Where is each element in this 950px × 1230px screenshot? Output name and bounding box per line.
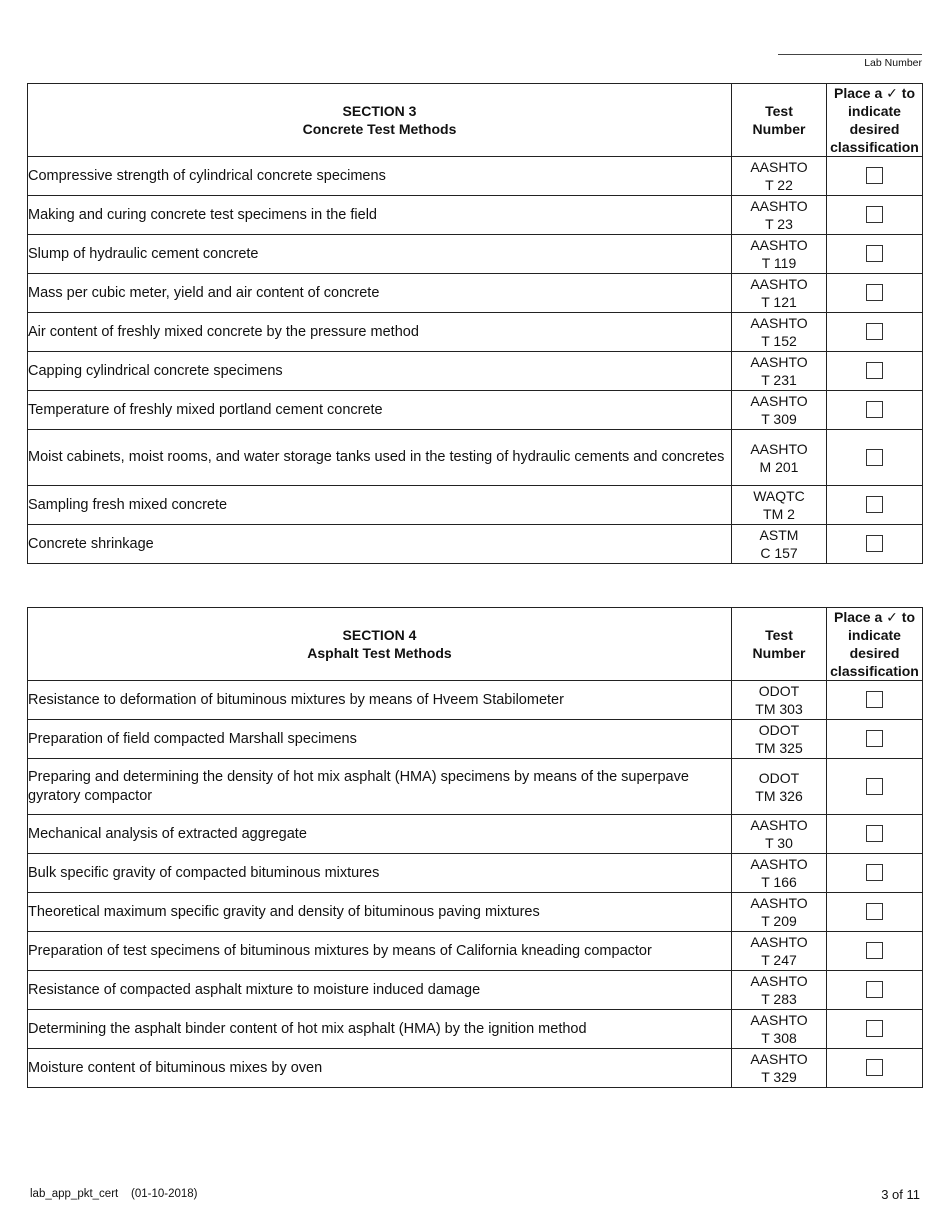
classification-cell xyxy=(827,525,923,564)
test-description: Preparation of field compacted Marshall specimens xyxy=(28,720,732,759)
test-org: ODOT xyxy=(758,722,800,738)
classification-cell xyxy=(827,486,923,525)
test-code: T 119 xyxy=(761,255,797,271)
test-code: C 157 xyxy=(760,545,798,561)
classification-cell xyxy=(827,1010,923,1049)
test-number xyxy=(732,430,827,486)
test-number xyxy=(732,932,827,971)
test-description: Making and curing concrete test specimens in the field xyxy=(28,196,732,235)
test-number xyxy=(732,681,827,720)
section4-place-pre: Place a xyxy=(834,609,883,625)
classification-cell xyxy=(827,352,923,391)
classification-checkbox[interactable] xyxy=(866,496,883,513)
section3-place-pre: Place a xyxy=(834,85,883,101)
test-code: T 166 xyxy=(761,874,797,890)
classification-checkbox[interactable] xyxy=(866,864,883,881)
test-number xyxy=(732,313,827,352)
classification-checkbox[interactable] xyxy=(866,167,883,184)
test-code: TM 2 xyxy=(763,506,795,522)
test-code: T 209 xyxy=(761,913,797,929)
classification-cell xyxy=(827,720,923,759)
test-description: Moist cabinets, moist rooms, and water storage tanks used in the testing of hydraulic cements and concretes xyxy=(28,430,732,486)
test-org: AASHTO xyxy=(750,237,808,253)
test-org: ODOT xyxy=(758,769,800,786)
test-org: AASHTO xyxy=(750,856,808,872)
test-code: T 308 xyxy=(761,1030,797,1046)
section3-title: SECTION 3 xyxy=(342,103,417,119)
test-description: Temperature of freshly mixed portland cement concrete xyxy=(28,391,732,430)
classification-cell xyxy=(827,893,923,932)
test-org: AASHTO xyxy=(750,393,808,409)
test-org: AASHTO xyxy=(750,440,808,457)
table-row xyxy=(28,352,923,391)
section4-col-number: Number xyxy=(752,645,806,661)
classification-checkbox[interactable] xyxy=(866,284,883,301)
test-description: Concrete shrinkage xyxy=(28,525,732,564)
test-code: T 309 xyxy=(761,411,797,427)
test-code: M 201 xyxy=(759,458,799,475)
test-code: T 247 xyxy=(761,952,797,968)
table-row xyxy=(28,971,923,1010)
test-number xyxy=(732,352,827,391)
classification-cell xyxy=(827,196,923,235)
classification-checkbox[interactable] xyxy=(866,981,883,998)
test-org: WAQTC xyxy=(753,488,805,504)
section4-classification-header xyxy=(827,608,923,681)
test-org: AASHTO xyxy=(750,817,808,833)
classification-cell xyxy=(827,681,923,720)
test-description: Air content of freshly mixed concrete by the pressure method xyxy=(28,313,732,352)
test-description: Preparing and determining the density of hot mix asphalt (HMA) specimens by means of the superpave gyratory compactor xyxy=(28,759,732,815)
table-row xyxy=(28,681,923,720)
section4-place-line3: classification xyxy=(830,663,919,679)
table-row xyxy=(28,157,923,196)
test-description: Determining the asphalt binder content of hot mix asphalt (HMA) by the ignition method xyxy=(28,1010,732,1049)
classification-cell xyxy=(827,815,923,854)
test-code: T 329 xyxy=(761,1069,797,1085)
table-row xyxy=(28,893,923,932)
test-number xyxy=(732,235,827,274)
classification-cell xyxy=(827,430,923,486)
classification-cell xyxy=(827,1049,923,1088)
test-number xyxy=(732,893,827,932)
test-org: AASHTO xyxy=(750,354,808,370)
test-number xyxy=(732,486,827,525)
table-row xyxy=(28,430,923,486)
table-row xyxy=(28,815,923,854)
test-org: AASHTO xyxy=(750,1051,808,1067)
test-org: AASHTO xyxy=(750,159,808,175)
classification-checkbox[interactable] xyxy=(866,903,883,920)
section3-subtitle: Concrete Test Methods xyxy=(302,121,457,137)
section3-place-line2: indicate desired xyxy=(848,103,901,137)
test-number xyxy=(732,854,827,893)
test-number xyxy=(732,815,827,854)
test-code: TM 325 xyxy=(755,740,803,756)
table-row xyxy=(28,235,923,274)
test-code: T 231 xyxy=(761,372,797,388)
test-number xyxy=(732,525,827,564)
classification-checkbox[interactable] xyxy=(866,691,883,708)
test-number xyxy=(732,759,827,815)
test-number xyxy=(732,274,827,313)
lab-number-label: Lab Number xyxy=(864,57,922,69)
test-number xyxy=(732,1049,827,1088)
classification-checkbox[interactable] xyxy=(866,323,883,340)
classification-checkbox[interactable] xyxy=(866,778,883,795)
test-code: T 22 xyxy=(765,177,793,193)
section3-place-line3: classification xyxy=(830,139,919,155)
section4-place-post: to xyxy=(901,609,915,625)
section3-col-test: Test xyxy=(765,103,793,119)
test-description: Compressive strength of cylindrical concrete specimens xyxy=(28,157,732,196)
test-org: AASHTO xyxy=(750,973,808,989)
form-id: lab_app_pkt_cert (01-10-2018) xyxy=(30,1188,198,1200)
table-row xyxy=(28,1049,923,1088)
test-number xyxy=(732,157,827,196)
table-row xyxy=(28,391,923,430)
classification-checkbox[interactable] xyxy=(866,730,883,747)
test-code: T 283 xyxy=(761,991,797,1007)
test-org: AASHTO xyxy=(750,1012,808,1028)
section3-place-post: to xyxy=(901,85,915,101)
classification-cell xyxy=(827,759,923,815)
test-org: AASHTO xyxy=(750,895,808,911)
section4-title: SECTION 4 xyxy=(342,627,417,643)
classification-checkbox[interactable] xyxy=(866,535,883,552)
table-row xyxy=(28,486,923,525)
section4-heading xyxy=(28,608,732,681)
test-org: AASHTO xyxy=(750,276,808,292)
test-org: ODOT xyxy=(758,683,800,699)
section4-col-test: Test xyxy=(765,627,793,643)
test-org: ASTM xyxy=(759,527,799,543)
classification-checkbox[interactable] xyxy=(866,1059,883,1076)
section3-test-number-header xyxy=(732,84,827,157)
classification-cell xyxy=(827,274,923,313)
classification-cell xyxy=(827,313,923,352)
section4-test-number-header xyxy=(732,608,827,681)
classification-cell xyxy=(827,932,923,971)
checkmark-icon: ✓ xyxy=(886,85,898,101)
test-code: T 23 xyxy=(765,216,793,232)
classification-checkbox[interactable] xyxy=(866,245,883,262)
section4-table xyxy=(27,607,923,1088)
section3-heading xyxy=(28,84,732,157)
table-row xyxy=(28,525,923,564)
table-row xyxy=(28,313,923,352)
classification-cell xyxy=(827,391,923,430)
test-description: Bulk specific gravity of compacted bituminous mixtures xyxy=(28,854,732,893)
test-code: T 30 xyxy=(765,835,793,851)
table-row xyxy=(28,932,923,971)
test-description: Sampling fresh mixed concrete xyxy=(28,486,732,525)
table-row xyxy=(28,759,923,815)
test-number xyxy=(732,720,827,759)
test-number xyxy=(732,196,827,235)
test-description: Mass per cubic meter, yield and air content of concrete xyxy=(28,274,732,313)
classification-checkbox[interactable] xyxy=(866,401,883,418)
classification-checkbox[interactable] xyxy=(866,449,883,466)
test-description: Slump of hydraulic cement concrete xyxy=(28,235,732,274)
test-number xyxy=(732,1010,827,1049)
classification-checkbox[interactable] xyxy=(866,942,883,959)
lab-number-field[interactable] xyxy=(778,54,922,69)
classification-checkbox[interactable] xyxy=(866,1020,883,1037)
section3-table xyxy=(27,83,923,564)
test-code: T 152 xyxy=(761,333,797,349)
classification-checkbox[interactable] xyxy=(866,362,883,379)
section4-subtitle: Asphalt Test Methods xyxy=(307,645,452,661)
section3-col-number: Number xyxy=(752,121,806,137)
classification-checkbox[interactable] xyxy=(866,825,883,842)
test-number xyxy=(732,971,827,1010)
test-code: TM 303 xyxy=(755,701,803,717)
test-description: Preparation of test specimens of bituminous mixtures by means of California kneading compactor xyxy=(28,932,732,971)
test-number xyxy=(732,391,827,430)
classification-cell xyxy=(827,854,923,893)
test-code: T 121 xyxy=(761,294,797,310)
table-row xyxy=(28,196,923,235)
classification-cell xyxy=(827,157,923,196)
test-description: Resistance of compacted asphalt mixture to moisture induced damage xyxy=(28,971,732,1010)
test-description: Theoretical maximum specific gravity and density of bituminous paving mixtures xyxy=(28,893,732,932)
table-row xyxy=(28,1010,923,1049)
table-row xyxy=(28,274,923,313)
table-row xyxy=(28,854,923,893)
classification-checkbox[interactable] xyxy=(866,206,883,223)
section3-classification-header xyxy=(827,84,923,157)
lab-number-line xyxy=(778,54,922,55)
test-description: Mechanical analysis of extracted aggregate xyxy=(28,815,732,854)
page-number: 3 of 11 xyxy=(881,1187,920,1202)
test-org: AASHTO xyxy=(750,198,808,214)
test-code: TM 326 xyxy=(755,787,803,804)
test-description: Resistance to deformation of bituminous mixtures by means of Hveem Stabilometer xyxy=(28,681,732,720)
test-org: AASHTO xyxy=(750,315,808,331)
section4-place-line2: indicate desired xyxy=(848,627,901,661)
test-description: Moisture content of bituminous mixes by oven xyxy=(28,1049,732,1088)
test-description: Capping cylindrical concrete specimens xyxy=(28,352,732,391)
classification-cell xyxy=(827,971,923,1010)
classification-cell xyxy=(827,235,923,274)
checkmark-icon: ✓ xyxy=(886,609,898,625)
table-row xyxy=(28,720,923,759)
test-org: AASHTO xyxy=(750,934,808,950)
